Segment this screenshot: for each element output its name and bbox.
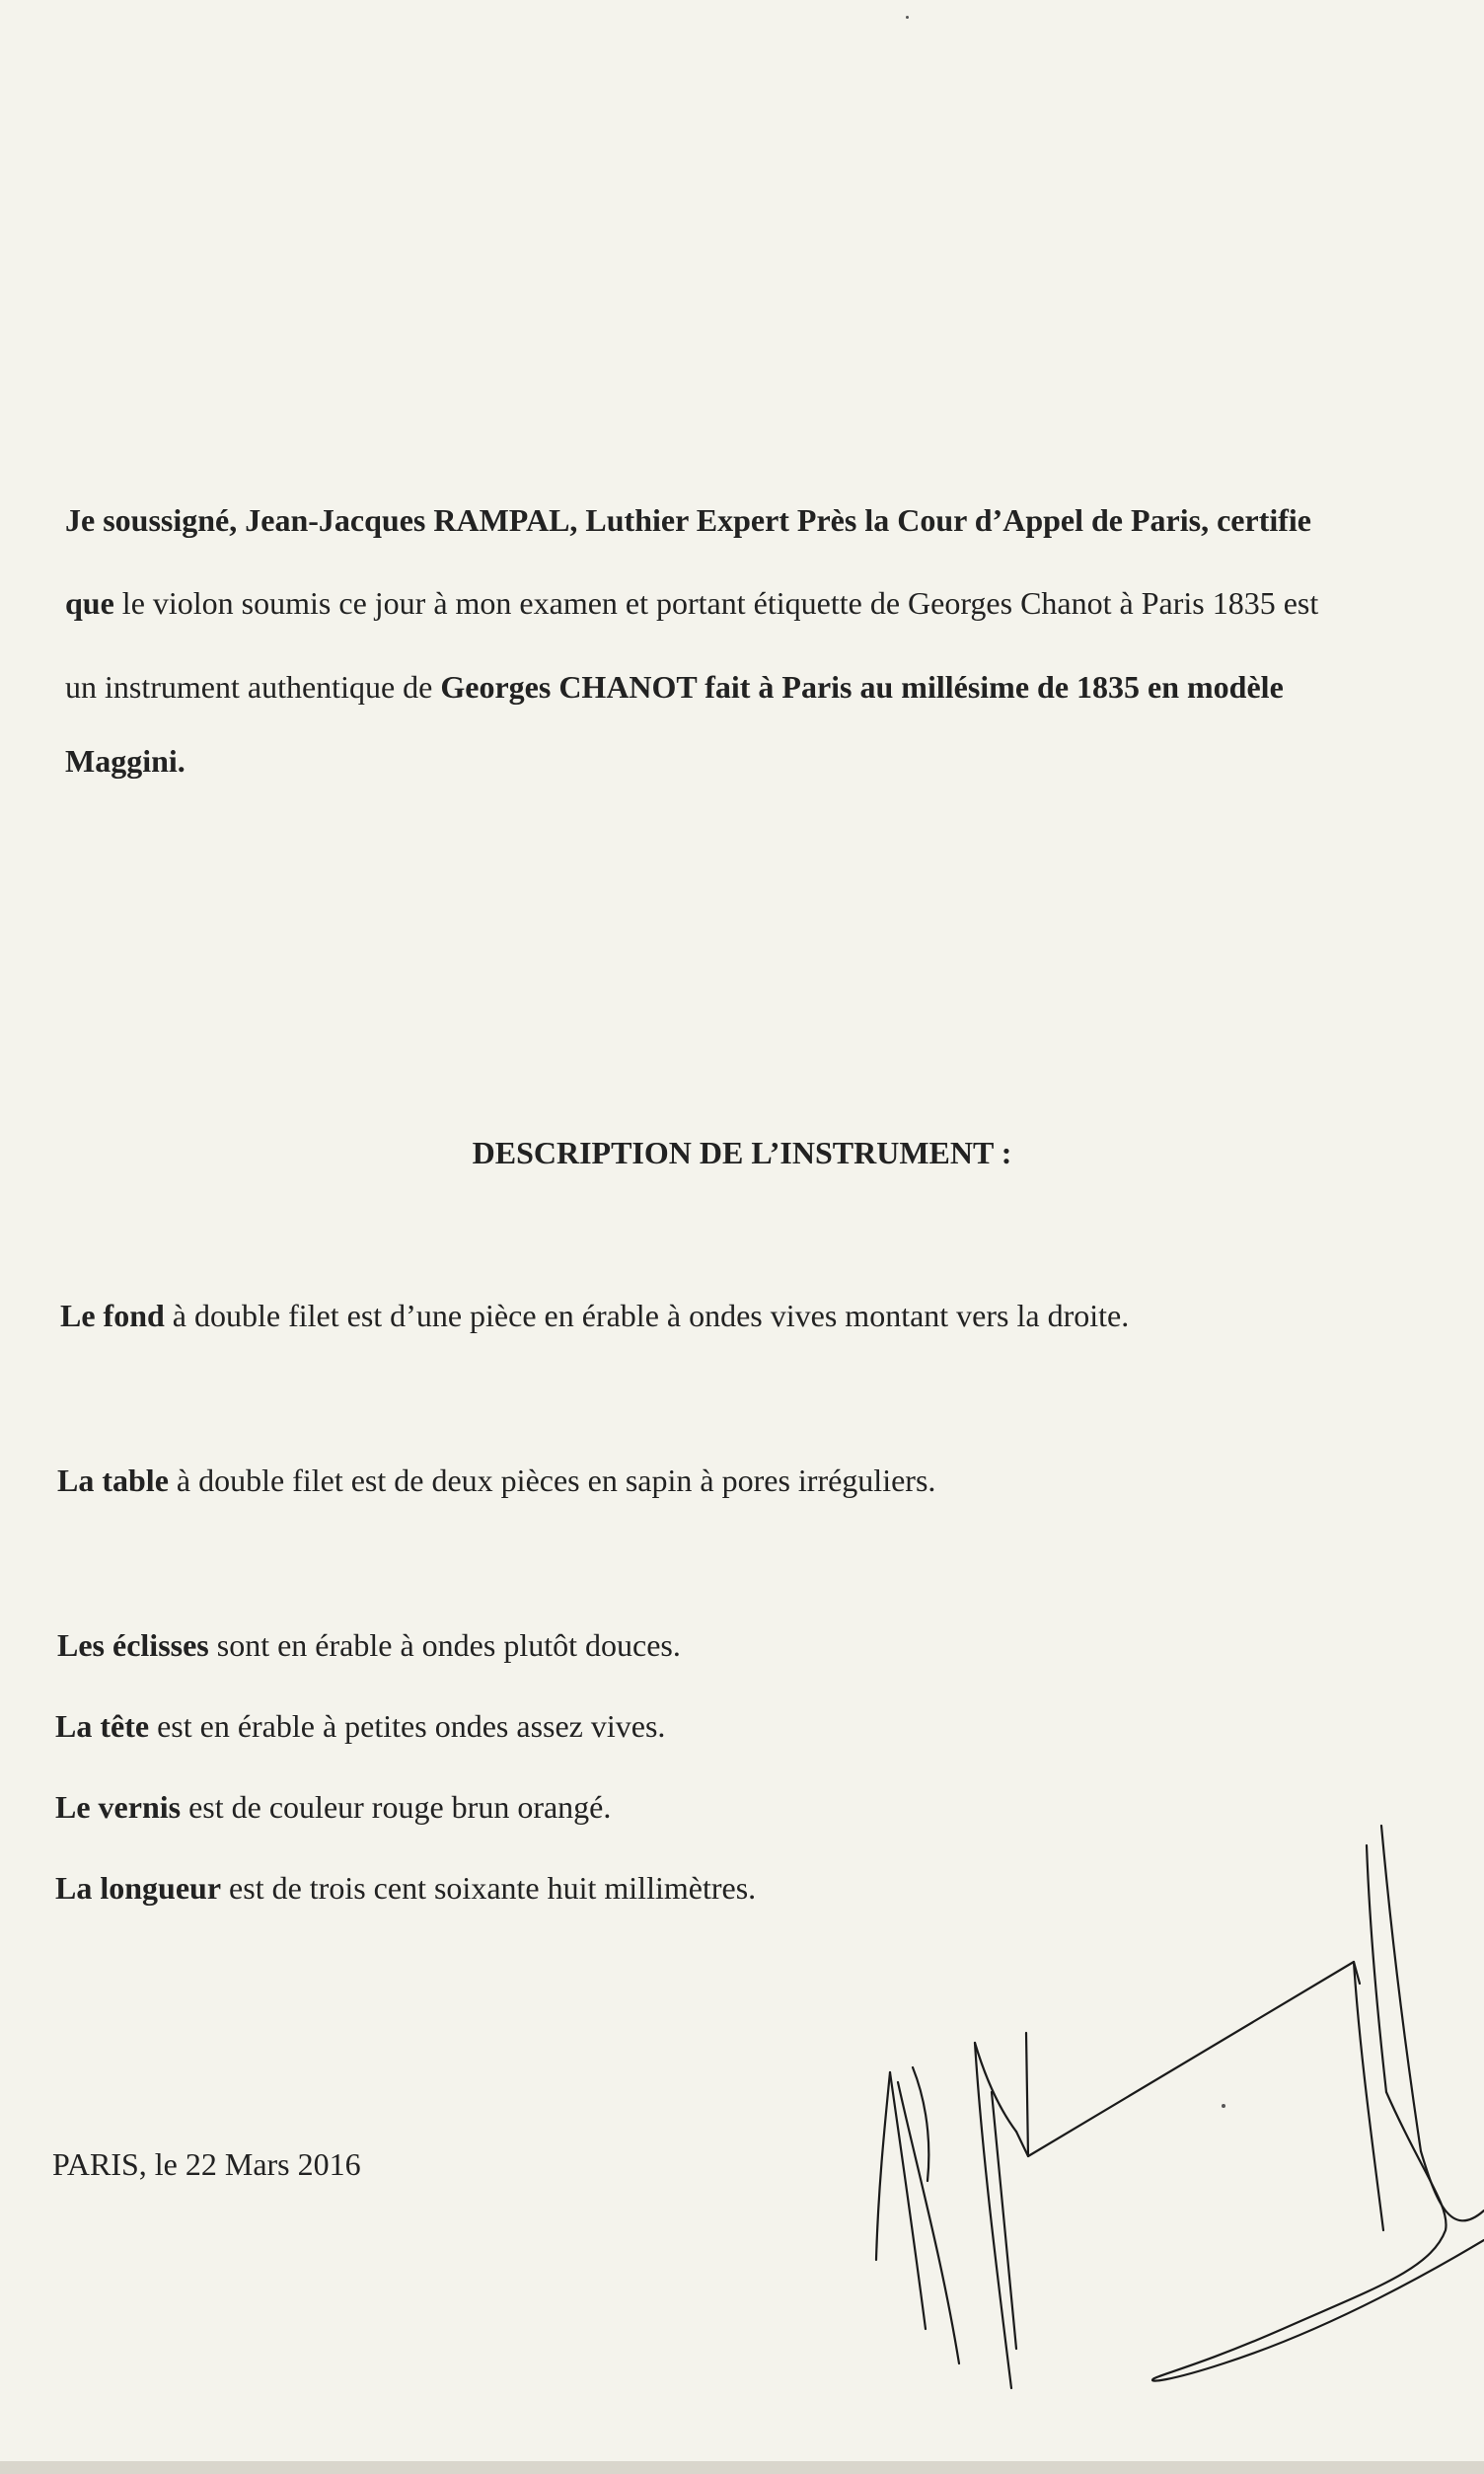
certificate-line-3-text: un instrument authentique de [65,669,441,705]
description-item-label: Le fond [60,1298,165,1333]
page-bottom-edge [0,2461,1484,2474]
certificate-line-4-bold: Maggini. [65,743,186,779]
description-item-text: est de trois cent soixante huit millimètres. [221,1870,757,1906]
certificate-line-3-bold: Georges CHANOT fait à Paris au millésime de 1835 en modèle [440,669,1284,705]
certificate-line-2-bold: que [65,585,114,621]
description-item-text: à double filet est de deux pièces en sapin à pores irréguliers. [168,1462,936,1498]
certificate-line-2-text: le violon soumis ce jour à mon examen et portant étiquette de Georges Chanot à Paris 1835 est [113,585,1319,621]
place-date: PARIS, le 22 Mars 2016 [52,2146,361,2182]
description-item-label: La longueur [55,1870,222,1906]
description-item-text: est en érable à petites ondes assez vives. [149,1708,666,1744]
description-item-label: Les éclisses [57,1627,209,1663]
description-item-text: à double filet est d’une pièce en érable à ondes vives montant vers la droite. [164,1298,1130,1333]
certificate-line-1-bold: Je soussigné, Jean-Jacques RAMPAL, Luthier Expert Près la Cour d’Appel de Paris, certifie [65,502,1311,538]
description-item-label: Le vernis [55,1789,182,1825]
description-item-text: est de couleur rouge brun orangé. [181,1789,612,1825]
description-item-label: La tête [55,1708,150,1744]
description-item-text: sont en érable à ondes plutôt douces. [208,1627,681,1663]
description-item-label: La table [57,1462,169,1498]
description-heading: DESCRIPTION DE L’INSTRUMENT : [472,1135,1012,1170]
